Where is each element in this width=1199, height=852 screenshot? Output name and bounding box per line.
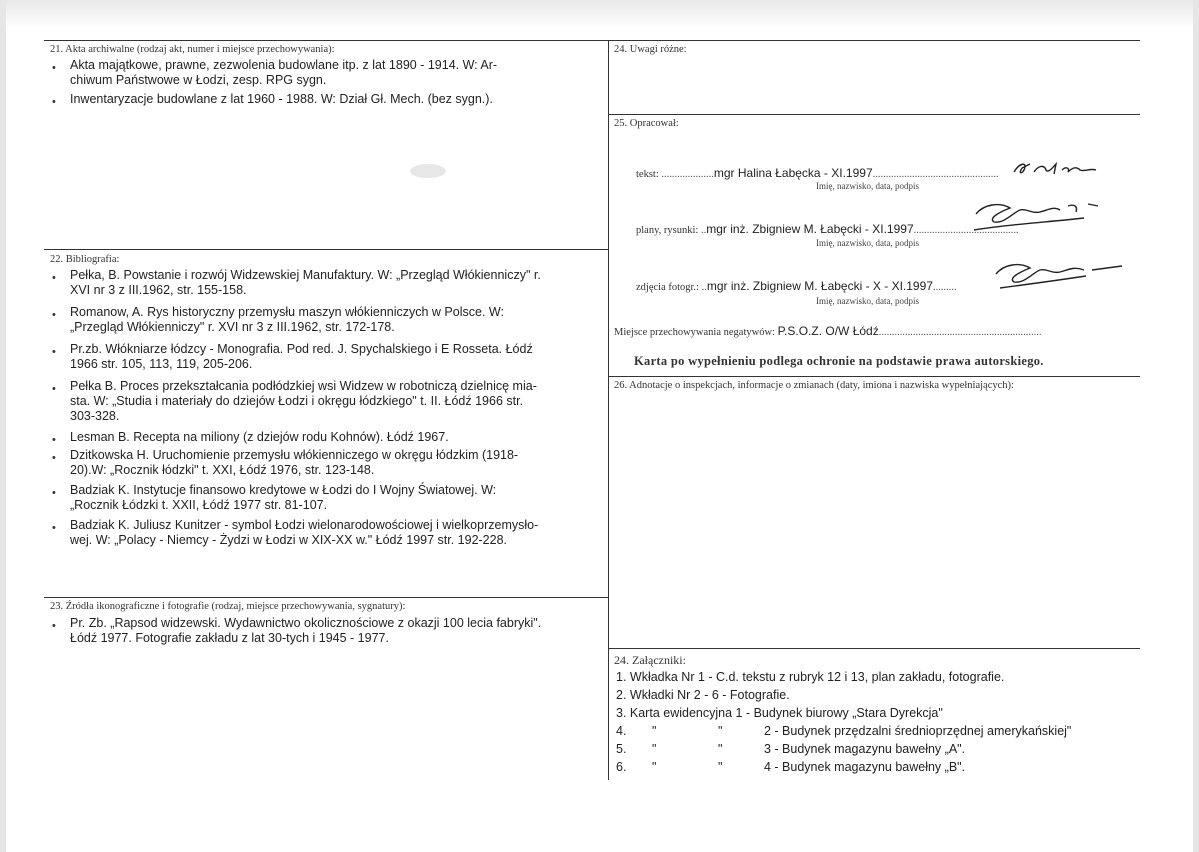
bullet-icon: • xyxy=(52,452,56,464)
rule-right-24b xyxy=(608,648,1140,649)
section-21-heading: 21. Akta archiwalne (rodzaj akt, numer i miejsce przechowywania): xyxy=(50,44,335,55)
signature-1-icon xyxy=(1010,156,1110,180)
ditto-mark: " xyxy=(718,760,723,774)
bullet-icon: • xyxy=(52,522,56,534)
ditto-mark: " xyxy=(652,760,657,774)
scan-top-edge xyxy=(0,0,1199,28)
list-item: Romanow, A. Rys historyczny przemysłu maszyn włókienniczych w Polsce. W: „Przegląd Włókienniczy" r. XVI nr 3 z III.1962, str. 172-178. xyxy=(70,305,504,334)
bullet-icon: • xyxy=(52,96,56,108)
list-item: Dzitkowska H. Uruchomienie przemysłu włókienniczego w okręgu łódzkim (1918- 20).W: „Rocznik łódzki" t. XXI, Łódź 1976, str. 123-148. xyxy=(70,448,519,477)
rule-left-22 xyxy=(44,249,608,250)
bullet-icon: • xyxy=(52,487,56,499)
list-item: Pełka B. Proces przekształcania podłódzkiej wsi Widzew w robotniczą dzielnicę mia- sta. W: „Studia i materiały do dziejów Łodzi i okręgu łódzkiego" t. II. Łódź 1966 str. 303-328. xyxy=(70,379,537,423)
negatives-location-field: Miejsce przechowywania negatywów: P.S.O.Z. O/W Łódź.............................................................. xyxy=(614,324,1042,338)
photos-author-field: zdjęcia fotogr.: ..mgr inż. Zbigniew M. Łabęcki - X - XI.1997......... xyxy=(636,279,957,293)
attachment-line-2: 2. Wkładki Nr 2 - 6 - Fotografie. xyxy=(616,688,790,702)
bullet-icon: • xyxy=(52,309,56,321)
list-item: Akta majątkowe, prawne, zezwolenia budowlane itp. z lat 1890 - 1914. W: Ar- chiwum Państwowe w Łodzi, zesp. RPG sygn. xyxy=(70,58,498,87)
section-23-heading: 23. Źródła ikonograficzne i fotografie (rodzaj, miejsce przechowywania, sygnatury): xyxy=(50,601,406,612)
copyright-notice: Karta po wypełnieniu podlega ochronie na podstawie prawa autorskiego. xyxy=(634,354,1044,368)
bullet-icon: • xyxy=(52,434,56,446)
section-26-heading: 26. Adnotacje o inspekcjach, informacje o zmianach (daty, imiona i nazwiska wypełniających): xyxy=(614,380,1014,391)
bullet-icon: • xyxy=(52,346,56,358)
text-author-field: tekst: ....................mgr Halina Łabęcka - XI.1997................................................ xyxy=(636,166,999,180)
signature-caption: Imię, nazwisko, data, podpis xyxy=(816,296,919,306)
list-item: Badziak K. Juliusz Kunitzer - symbol Łodzi wielonarodowościowej i wielkoprzemysło- wej. W: „Polacy - Niemcy - Żydzi w Łodzi w XIX-XX w." Łódź 1997 str. 192-228. xyxy=(70,518,539,547)
rule-right-26 xyxy=(608,376,1140,377)
ditto-mark: " xyxy=(718,742,723,756)
list-item: Badziak K. Instytucje finansowo kredytowe w Łodzi do I Wojny Światowej. W: „Rocznik Łódzki t. XXII, Łódź 1977 str. 81-107. xyxy=(70,483,497,512)
rule-left-23 xyxy=(44,597,608,598)
ditto-mark: " xyxy=(652,724,657,738)
section-22-heading: 22. Bibliografia: xyxy=(50,254,120,265)
bullet-icon: • xyxy=(52,620,56,632)
bullet-icon: • xyxy=(52,272,56,284)
list-item: Pr.zb. Włókniarze łódzcy - Monografia. Pod red. J. Spychalskiego i E Rosseta. Łódź 1966 str. 105, 113, 119, 205-206. xyxy=(70,342,533,371)
signature-2-icon xyxy=(970,196,1110,232)
list-item: Lesman B. Recepta na miliony (z dziejów rodu Kohnów). Łódź 1967. xyxy=(70,430,449,444)
top-rule xyxy=(44,40,1140,41)
section-24-attachments-heading: 24. Załączniki: xyxy=(614,653,686,667)
drawings-author-field: plany, rysunki: ..mgr inż. Zbigniew M. Łabęcki - XI.1997........................................ xyxy=(636,222,1019,236)
section-25-heading: 25. Opracował: xyxy=(614,118,679,129)
scan-smudge xyxy=(410,164,446,178)
ditto-mark: " xyxy=(652,742,657,756)
list-item: Pr. Zb. „Rapsod widzewski. Wydawnictwo okolicznościowe z okazji 100 lecia fabryki". Łódź 1977. Fotografie zakładu z lat 30-tych i 1945 - 1977. xyxy=(70,616,542,645)
section-24-remarks-heading: 24. Uwagi różne: xyxy=(614,44,687,55)
scan-right-edge xyxy=(1193,0,1199,852)
bullet-icon: • xyxy=(52,62,56,74)
signature-caption: Imię, nazwisko, data, podpis xyxy=(816,181,919,191)
rule-right-25 xyxy=(608,114,1140,115)
signature-caption: Imię, nazwisko, data, podpis xyxy=(816,238,919,248)
list-item: Inwentaryzacje budowlane z lat 1960 - 1988. W: Dział Gł. Mech. (bez sygn.). xyxy=(70,92,493,106)
signature-3-icon xyxy=(990,256,1130,292)
center-divider xyxy=(608,40,609,780)
attachment-line-3: 3. Karta ewidencyjna 1 - Budynek biurowy „Stara Dyrekcja" xyxy=(616,706,943,720)
attachment-line-1: 1. Wkładka Nr 1 - C.d. tekstu z rubryk 12 i 13, plan zakładu, fotografie. xyxy=(616,670,1005,684)
list-item: Pełka, B. Powstanie i rozwój Widzewskiej Manufaktury. W: „Przegląd Włókienniczy" r. XVI nr 3 z III.1962, str. 155-158. xyxy=(70,268,541,297)
scan-left-edge xyxy=(0,0,6,852)
bullet-icon: • xyxy=(52,383,56,395)
ditto-mark: " xyxy=(718,724,723,738)
